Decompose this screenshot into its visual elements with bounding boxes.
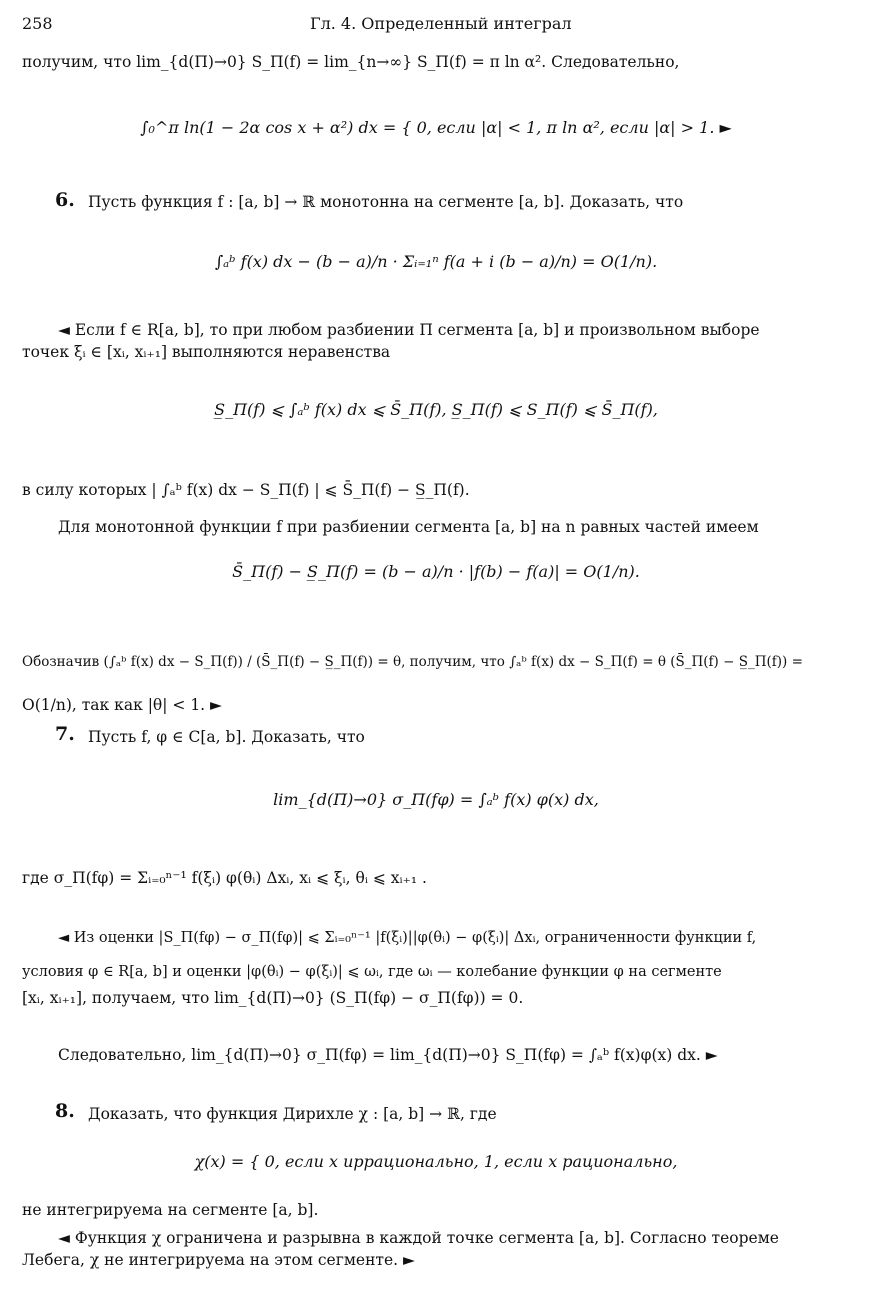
text-line: не интегрируема на сегменте [a, b]. bbox=[22, 1201, 319, 1219]
problem-number-8: 8. bbox=[55, 1100, 75, 1122]
formula-integral-log: ∫₀^π ln(1 − 2α cos x + α²) dx = { 0, если |α| < 1, π ln α², если |α| > 1. ► bbox=[140, 118, 732, 137]
running-title: Гл. 4. Определенный интеграл bbox=[310, 14, 572, 33]
text-line: где σ_Π(fφ) = Σᵢ₌₀ⁿ⁻¹ f(ξᵢ) φ(θᵢ) Δxᵢ, xᵢ ⩽ ξᵢ, θᵢ ⩽ xᵢ₊₁ . bbox=[22, 869, 427, 887]
problem-6-statement: Пусть функция f : [a, b] → ℝ монотонна на сегменте [a, b]. Доказать, что bbox=[88, 193, 684, 211]
text-line: ◄ Если f ∈ R[a, b], то при любом разбиении Π сегмента [a, b] и произвольном выборе bbox=[58, 321, 760, 339]
text-line: [xᵢ, xᵢ₊₁], получаем, что lim_{d(Π)→0} (S_Π(fφ) − σ_Π(fφ)) = 0. bbox=[22, 989, 524, 1007]
formula-problem-6: ∫ₐᵇ f(x) dx − (b − a)/n · Σᵢ₌₁ⁿ f(a + i (b − a)/n) = O(1/n). bbox=[214, 252, 658, 271]
text-line: Следовательно, lim_{d(Π)→0} σ_Π(fφ) = lim_{d(Π)→0} S_Π(fφ) = ∫ₐᵇ f(x)φ(x) dx. ► bbox=[58, 1046, 718, 1064]
page-number: 258 bbox=[22, 14, 53, 33]
problem-number-6: 6. bbox=[55, 189, 75, 211]
text-line: ◄ Из оценки |S_Π(fφ) − σ_Π(fφ)| ⩽ Σᵢ₌₀ⁿ⁻¹ |f(ξᵢ)||φ(θᵢ) − φ(ξᵢ)| Δxᵢ, ограниченности функции f, bbox=[58, 930, 757, 946]
text-line: Для монотонной функции f при разбиении сегмента [a, b] на n равных частей имеем bbox=[58, 518, 759, 536]
formula-dirichlet: χ(x) = { 0, если x иррационально, 1, если x рационально, bbox=[194, 1152, 678, 1171]
text-line-theta: Обозначив (∫ₐᵇ f(x) dx − S_Π(f)) / (S̄_Π(f) − S̲_Π(f)) = θ, получим, что ∫ₐᵇ f(x) dx − S_Π(f) = θ (S̄_Π(f) − S̲_Π(f)) = bbox=[22, 654, 803, 670]
text-line: условия φ ∈ R[a, b] и оценки |φ(θᵢ) − φ(ξᵢ)| ⩽ ωᵢ, где ωᵢ — колебание функции φ на сегменте bbox=[22, 964, 722, 980]
text-line: получим, что lim_{d(Π)→0} S_Π(f) = lim_{n→∞} S_Π(f) = π ln α². Следовательно, bbox=[22, 53, 680, 71]
text-line: точек ξᵢ ∈ [xᵢ, xᵢ₊₁] выполняются неравенства bbox=[22, 343, 391, 361]
text-line: O(1/n), так как |θ| < 1. ► bbox=[22, 696, 222, 714]
text-line: ◄ Функция χ ограничена и разрывна в каждой точке сегмента [a, b]. Согласно теореме bbox=[58, 1229, 779, 1247]
formula-darboux-inequalities: S̲_Π(f) ⩽ ∫ₐᵇ f(x) dx ⩽ S̄_Π(f), S̲_Π(f) ⩽ S_Π(f) ⩽ S̄_Π(f), bbox=[214, 400, 658, 419]
text-line: в силу которых | ∫ₐᵇ f(x) dx − S_Π(f) | ⩽ S̄_Π(f) − S̲_Π(f). bbox=[22, 481, 470, 499]
problem-number-7: 7. bbox=[55, 723, 75, 745]
text-line: Лебега, χ не интегрируема на этом сегменте. ► bbox=[22, 1251, 415, 1269]
problem-8-statement: Доказать, что функция Дирихле χ : [a, b] → ℝ, где bbox=[88, 1105, 497, 1123]
formula-problem-7: lim_{d(Π)→0} σ_Π(fφ) = ∫ₐᵇ f(x) φ(x) dx, bbox=[273, 790, 599, 809]
formula-darboux-difference: S̄_Π(f) − S̲_Π(f) = (b − a)/n · |f(b) − f(a)| = O(1/n). bbox=[232, 562, 640, 581]
problem-7-statement: Пусть f, φ ∈ C[a, b]. Доказать, что bbox=[88, 728, 365, 746]
